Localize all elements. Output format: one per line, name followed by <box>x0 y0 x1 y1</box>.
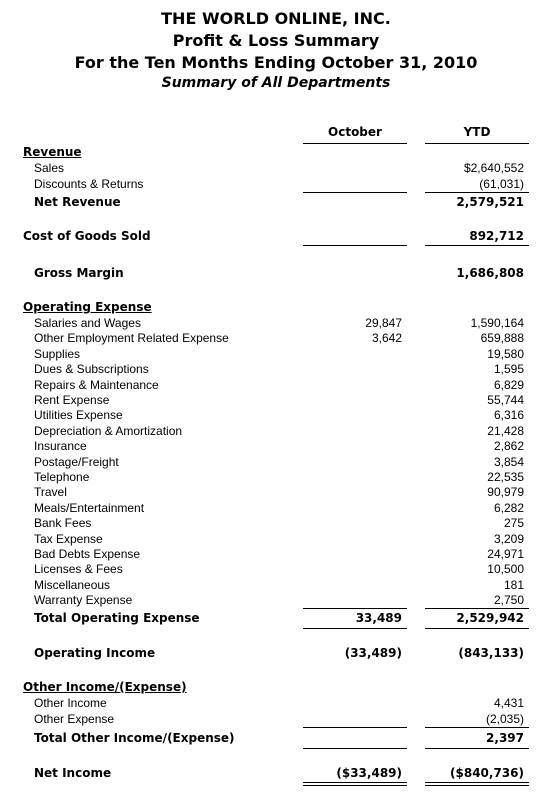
ytd-value: 659,888 <box>480 331 524 346</box>
row-label: Net Income <box>34 766 112 780</box>
section-heading: Other Income/(Expense) <box>23 680 187 694</box>
ytd-value: 2,397 <box>486 731 524 745</box>
table-row <box>0 711 552 727</box>
row-label: Telephone <box>34 470 90 484</box>
table-row <box>0 469 552 485</box>
subtotal-row <box>0 194 552 210</box>
subtotal-rule <box>425 608 529 609</box>
other-income-heading-row <box>0 679 552 695</box>
table-row <box>0 515 552 531</box>
report-scope: Summary of All Departments <box>161 75 391 91</box>
table-row <box>0 315 552 331</box>
column-header-ytd: YTD <box>463 125 491 139</box>
table-row <box>0 454 552 470</box>
table-row <box>0 407 552 423</box>
row-label: Rent Expense <box>34 393 110 407</box>
october-value: (33,489) <box>344 646 402 660</box>
row-label: Net Revenue <box>34 195 121 209</box>
ytd-value: 2,862 <box>493 439 524 454</box>
row-label: Postage/Freight <box>34 454 119 469</box>
table-row <box>0 330 552 346</box>
ytd-value: 1,686,808 <box>456 266 524 280</box>
subtotal-rule <box>303 192 407 193</box>
operating-expense-heading-row <box>0 299 552 315</box>
row-label: Operating Income <box>34 646 156 660</box>
row-label: Tax Expense <box>34 531 103 546</box>
table-row <box>0 561 552 577</box>
double-rule <box>303 782 407 783</box>
october-value: 3,642 <box>371 331 402 346</box>
ytd-value: (2,035) <box>485 712 524 726</box>
double-rule <box>425 782 529 783</box>
report-period: For the Ten Months Ending October 31, 2010 <box>74 53 478 72</box>
ytd-value: 19,580 <box>487 346 524 361</box>
row-label: Dues & Subscriptions <box>34 362 149 377</box>
ytd-value: 275 <box>503 516 524 531</box>
ytd-value: 2,750 <box>493 593 524 608</box>
ytd-value: 4,431 <box>493 696 524 710</box>
subtotal-rule <box>303 608 407 609</box>
row-label: Other Employment Related Expense <box>34 331 229 346</box>
total-rule <box>303 245 407 246</box>
row-label: Insurance <box>34 439 87 454</box>
ytd-value: 892,712 <box>469 229 524 243</box>
table-row <box>0 531 552 547</box>
ytd-value: 24,971 <box>487 547 524 561</box>
row-label: Bank Fees <box>34 516 92 531</box>
total-rule <box>425 628 529 629</box>
table-row <box>0 160 552 176</box>
row-label: Licenses & Fees <box>34 562 123 577</box>
ytd-value: (843,133) <box>458 646 524 660</box>
total-rule <box>303 748 407 749</box>
net-income-row <box>0 765 552 781</box>
table-row <box>0 346 552 362</box>
row-label: Gross Margin <box>34 266 124 280</box>
double-rule <box>425 785 529 786</box>
ytd-value: 6,316 <box>493 408 524 423</box>
row-label: Salaries and Wages <box>34 316 141 330</box>
row-label: Travel <box>34 485 67 500</box>
ytd-value: 3,209 <box>493 531 524 546</box>
row-label: Warranty Expense <box>34 593 133 608</box>
ytd-value: $2,640,552 <box>463 161 524 175</box>
table-row <box>0 695 552 711</box>
subtotal-rule <box>425 727 529 728</box>
table-row <box>0 176 552 192</box>
row-label: Bad Debts Expense <box>34 547 141 561</box>
ytd-value: 1,590,164 <box>470 316 524 330</box>
row-label: Total Operating Expense <box>34 611 200 625</box>
row-label: Cost of Goods Sold <box>23 229 151 243</box>
row-label: Other Income <box>34 696 107 710</box>
ytd-value: 10,500 <box>487 562 524 577</box>
ytd-value: 1,595 <box>493 362 524 377</box>
ytd-value: 22,535 <box>487 470 524 484</box>
row-label: Total Other Income/(Expense) <box>34 731 235 745</box>
ytd-value: 2,529,942 <box>456 611 524 625</box>
double-rule <box>303 785 407 786</box>
company-name: THE WORLD ONLINE, INC. <box>161 9 391 28</box>
table-row <box>0 438 552 454</box>
revenue-heading-row <box>0 144 552 160</box>
column-header-october: October <box>328 125 382 139</box>
table-row <box>0 392 552 408</box>
table-row <box>0 484 552 500</box>
row-label: Depreciation & Amortization <box>34 423 183 438</box>
october-value: 29,847 <box>365 316 402 330</box>
ytd-value: 181 <box>503 577 524 592</box>
ytd-value: (61,031) <box>479 177 524 191</box>
table-row <box>0 577 552 593</box>
ytd-value: 21,428 <box>487 423 524 438</box>
table-row <box>0 500 552 516</box>
ytd-value: 6,282 <box>493 500 524 515</box>
table-row <box>0 423 552 439</box>
subtotal-rule <box>303 727 407 728</box>
total-rule <box>425 245 529 246</box>
total-rule <box>303 628 407 629</box>
ytd-value: ($840,736) <box>450 766 524 780</box>
subtotal-row <box>0 610 552 626</box>
row-label: Supplies <box>34 346 81 361</box>
subtotal-row <box>0 730 552 746</box>
row-label: Meals/Entertainment <box>34 500 145 515</box>
table-row <box>0 592 552 608</box>
row-label: Repairs & Maintenance <box>34 377 159 392</box>
ytd-value: 2,579,521 <box>456 195 524 209</box>
section-heading: Operating Expense <box>23 300 152 314</box>
total-rule <box>425 748 529 749</box>
ytd-value: 6,829 <box>493 377 524 392</box>
ytd-value: 55,744 <box>487 393 524 407</box>
row-label: Miscellaneous <box>34 577 111 592</box>
section-heading: Revenue <box>23 145 82 159</box>
row-label: Other Expense <box>34 712 115 726</box>
table-row <box>0 361 552 377</box>
row-label: Discounts & Returns <box>34 177 144 191</box>
ytd-value: 90,979 <box>487 485 524 500</box>
ytd-value: 3,854 <box>493 454 524 469</box>
october-value: ($33,489) <box>336 766 402 780</box>
row-label: Sales <box>34 161 65 175</box>
table-row <box>0 546 552 562</box>
total-row <box>0 228 552 244</box>
report-title: Profit & Loss Summary <box>172 31 380 50</box>
total-row <box>0 265 552 281</box>
total-row <box>0 645 552 661</box>
october-value: 33,489 <box>355 611 402 625</box>
table-row <box>0 377 552 393</box>
subtotal-rule <box>425 192 529 193</box>
row-label: Utilities Expense <box>34 408 123 423</box>
